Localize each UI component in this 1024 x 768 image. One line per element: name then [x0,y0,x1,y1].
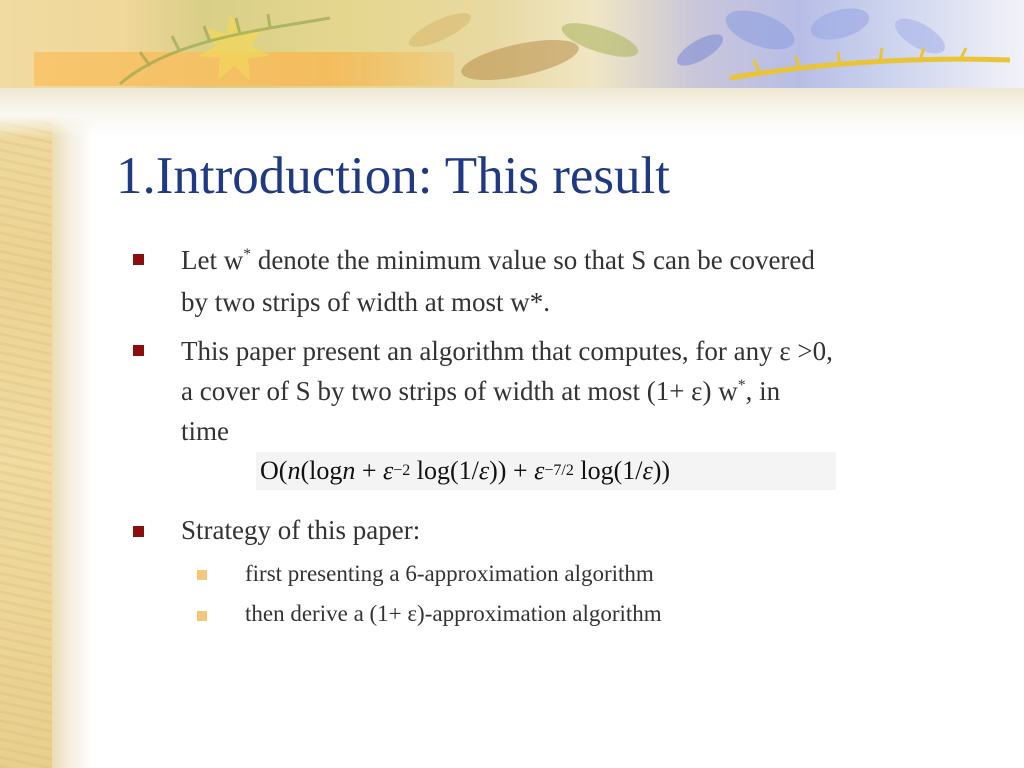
bullet-item [181,331,1011,371]
superscript: * [243,246,252,263]
formula-part: log(1/ [410,456,479,485]
sub-bullet-text: first presenting a 6-approximation algorithm [245,561,654,586]
golden-grass-icon [730,48,1010,78]
formula-part: log(1/ [573,456,643,485]
formula-var: n [287,456,301,485]
sub-bullet-text: then derive a (1+ ε)-approximation algorithm [245,601,662,626]
bullet-item [181,510,1011,550]
bullet-text: denote the minimum value so that S can be covered [251,245,815,275]
formula-var: ε [642,456,653,485]
bullet-text: , in [745,376,781,406]
bullet-marker-icon [133,345,144,356]
bullet-text: time [181,416,229,446]
bullet-text: This paper present an algorithm that computes, for any ε >0, [181,336,833,366]
slide-title: 1.Introduction: This result [116,147,670,205]
bullet-marker-icon [133,526,144,537]
time-complexity-formula: O( n (log n + ε −2 log(1/ ε )) + ε −7/2 log(1/ ε )) [256,452,836,490]
sub-bullet-marker-icon [197,611,207,621]
formula-var: n [342,456,356,485]
bullet-text: a cover of S by two strips of width at most (1+ ε) w [181,376,738,406]
superscript: * [737,377,746,394]
bullet-item-continuation [181,371,1011,411]
leaf-cluster-icon [405,7,642,89]
formula-part: + [355,456,383,485]
formula-part: )) [652,456,671,485]
formula-var: ε [383,456,394,485]
sub-bullet-item [245,559,1005,589]
bullet-marker-icon [133,254,144,265]
banner-fade [0,88,1024,138]
sub-bullet-item [245,599,1005,629]
bullet-item-continuation [181,282,1011,322]
formula-part: )) + [489,456,535,485]
bullet-text: Let w [181,245,244,275]
leaf-decoration [0,0,1024,95]
bullet-item [181,240,1011,280]
sub-bullet-marker-icon [197,570,207,580]
maple-leaf-icon [198,14,270,80]
formula-var: ε [478,456,490,485]
formula-part: O( [260,456,288,485]
formula-var: ε [534,456,545,485]
bullet-text: Strategy of this paper: [181,515,421,545]
bullet-item-continuation [181,411,1011,451]
formula-part: (log [300,456,343,485]
bullet-text: by two strips of width at most w*. [181,287,550,317]
